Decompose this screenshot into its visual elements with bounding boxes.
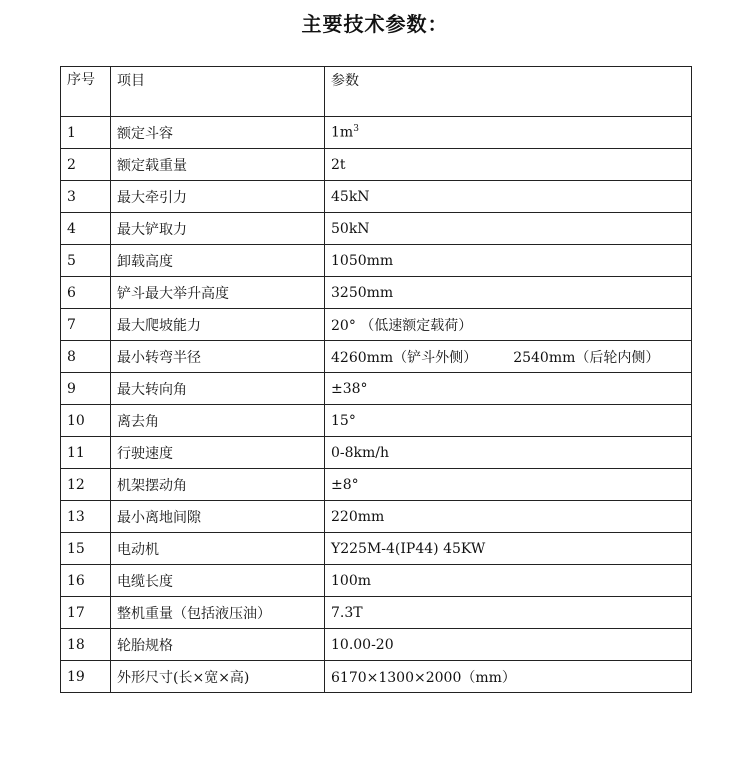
row-value: 0-8km/h xyxy=(331,444,390,461)
table-row xyxy=(61,661,692,693)
row-value-cell xyxy=(325,277,692,309)
table-row xyxy=(61,405,692,437)
row-item: 卸载高度 xyxy=(111,245,325,277)
row-item: 整机重量（包括液压油） xyxy=(111,597,325,629)
row-number: 9 xyxy=(61,373,111,405)
row-number: 2 xyxy=(61,149,111,181)
row-item: 电动机 xyxy=(111,533,325,565)
row-value: 20° （低速额定载荷） xyxy=(331,317,473,334)
row-number: 7 xyxy=(61,309,111,341)
table-row xyxy=(61,341,692,373)
table-row xyxy=(61,373,692,405)
row-value-cell xyxy=(325,181,692,213)
row-number: 17 xyxy=(61,597,111,629)
row-value: 2t xyxy=(331,156,346,173)
table-row xyxy=(61,181,692,213)
header-value: 参数 xyxy=(325,67,692,117)
row-value-cell xyxy=(325,373,692,405)
table-row xyxy=(61,117,692,149)
row-item: 额定斗容 xyxy=(111,117,325,149)
table-header-row xyxy=(61,67,692,117)
row-value-cell xyxy=(325,149,692,181)
row-value: 1m xyxy=(331,124,354,141)
row-item: 最大牵引力 xyxy=(111,181,325,213)
row-number: 19 xyxy=(61,661,111,693)
row-item: 行驶速度 xyxy=(111,437,325,469)
row-value-cell xyxy=(325,533,692,565)
row-value-cell xyxy=(325,341,692,373)
row-number: 8 xyxy=(61,341,111,373)
row-value: 6170×1300×2000（mm） xyxy=(331,669,516,686)
row-item: 机架摆动角 xyxy=(111,469,325,501)
row-value-cell xyxy=(325,629,692,661)
table-row xyxy=(61,277,692,309)
row-value-cell xyxy=(325,501,692,533)
row-value: Y225M-4(IP44) 45KW xyxy=(331,540,486,557)
header-no: 序号 xyxy=(61,67,111,117)
row-item: 额定载重量 xyxy=(111,149,325,181)
row-value: 50kN xyxy=(331,220,370,237)
row-number: 1 xyxy=(61,117,111,149)
row-value: 220mm xyxy=(331,508,385,525)
row-value-cell xyxy=(325,565,692,597)
row-number: 5 xyxy=(61,245,111,277)
row-value: ±8° xyxy=(331,476,359,493)
row-value: 7.3T xyxy=(331,604,363,621)
row-number: 15 xyxy=(61,533,111,565)
row-value-superscript: 3 xyxy=(353,124,359,135)
row-value-cell xyxy=(325,245,692,277)
row-value-secondary: 2540mm（后轮内侧） xyxy=(513,349,660,366)
row-item: 电缆长度 xyxy=(111,565,325,597)
row-item: 最大铲取力 xyxy=(111,213,325,245)
row-item: 最小转弯半径 xyxy=(111,341,325,373)
row-value: 15° xyxy=(331,412,356,429)
row-value: 4260mm（铲斗外侧） xyxy=(331,349,478,366)
row-number: 16 xyxy=(61,565,111,597)
row-number: 3 xyxy=(61,181,111,213)
table-row xyxy=(61,213,692,245)
row-item: 最大爬坡能力 xyxy=(111,309,325,341)
row-value-cell xyxy=(325,309,692,341)
row-number: 11 xyxy=(61,437,111,469)
row-value: 10.00-20 xyxy=(331,636,394,653)
row-value: 100m xyxy=(331,572,371,589)
row-number: 13 xyxy=(61,501,111,533)
row-number: 4 xyxy=(61,213,111,245)
table-row xyxy=(61,533,692,565)
table-row xyxy=(61,565,692,597)
row-item: 最小离地间隙 xyxy=(111,501,325,533)
table-row xyxy=(61,149,692,181)
row-value-cell xyxy=(325,213,692,245)
table-row xyxy=(61,597,692,629)
row-value-cell xyxy=(325,405,692,437)
row-item: 离去角 xyxy=(111,405,325,437)
row-item: 最大转向角 xyxy=(111,373,325,405)
table-row xyxy=(61,469,692,501)
row-item: 铲斗最大举升高度 xyxy=(111,277,325,309)
table-row xyxy=(61,245,692,277)
page-title: 主要技术参数： xyxy=(301,12,449,36)
row-item: 轮胎规格 xyxy=(111,629,325,661)
row-value: 1050mm xyxy=(331,252,394,269)
row-number: 12 xyxy=(61,469,111,501)
table-row xyxy=(61,501,692,533)
row-number: 6 xyxy=(61,277,111,309)
spec-table xyxy=(60,66,692,693)
table-row xyxy=(61,437,692,469)
row-value: 3250mm xyxy=(331,284,394,301)
row-value-cell xyxy=(325,469,692,501)
row-value: 45kN xyxy=(331,188,370,205)
row-number: 10 xyxy=(61,405,111,437)
table-row xyxy=(61,629,692,661)
row-value-cell xyxy=(325,437,692,469)
header-item: 项目 xyxy=(111,67,325,117)
row-value: ±38° xyxy=(331,380,368,397)
row-value-cell xyxy=(325,661,692,693)
row-item: 外形尺寸(长×宽×高) xyxy=(111,661,325,693)
row-value-cell xyxy=(325,117,692,149)
table-row xyxy=(61,309,692,341)
row-number: 18 xyxy=(61,629,111,661)
row-value-cell xyxy=(325,597,692,629)
